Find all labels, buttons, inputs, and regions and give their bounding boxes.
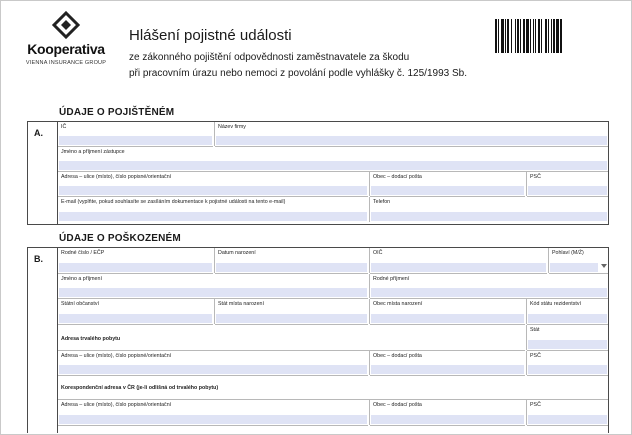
psc-field-a[interactable]: PSČ [527,172,608,197]
municipality-field-b[interactable]: Obec – dodací pošta [370,351,525,376]
company-name-field[interactable]: Název firmy [215,122,608,147]
representative-field[interactable]: Jméno a příjmení zástupce [58,147,608,172]
address-field-b[interactable]: Adresa – ulice (místo), číslo popisné/orientační [58,351,368,376]
municipality-field-c[interactable]: Obec – dodací pošta [370,400,525,426]
name-field[interactable]: Jméno a příjmení [58,274,368,299]
barcode [495,19,605,53]
birth-date-field[interactable]: Datum narození [215,248,368,274]
form-subtitle-line1: ze zákonného pojištění odpovědnosti zaměstnavatele za škodu [129,52,410,63]
birth-place-field[interactable]: Obec místa narození [370,299,525,325]
dropdown-arrow-icon[interactable] [601,264,607,268]
email-field[interactable]: E-mail (vyplňte, pokud souhlasíte se zasíláním dokumentace k pojistné události na tento e-mail) [58,197,368,222]
form-subtitle-line2: při pracovním úrazu nebo nemoci z povolání podle vyhlášky č. 125/1993 Sb. [129,68,467,79]
section-b-letter: B. [34,254,43,264]
section-a-title: ÚDAJE O POJIŠTĚNÉM [59,107,175,118]
psc-field-c[interactable]: PSČ [527,400,608,426]
address-field-a[interactable]: Adresa – ulice (místo), číslo popisné/orientační [58,172,368,197]
municipality-field-a[interactable]: Obec – dodací pošta [370,172,525,197]
section-a-box [27,121,609,225]
section-b-box [27,247,609,433]
state-field[interactable]: Stát [527,325,608,351]
form-title: Hlášení pojistné události [129,27,292,44]
birth-state-field[interactable]: Stát místa narození [215,299,368,325]
section-a-letter: A. [34,128,43,138]
correspondence-heading: Korespondenční adresa v ČR (je-li odlišná od trvalého pobytu) [58,376,608,400]
birth-surname-field[interactable]: Rodné příjmení [370,274,608,299]
section-b-title: ÚDAJE O POŠKOZENÉM [59,233,181,244]
oic-field[interactable]: OIČ [370,248,547,274]
logo-mark-icon [51,11,81,39]
logo-brand-text: Kooperativa [27,41,105,57]
phone-field[interactable]: Telefon [370,197,608,222]
kooperativa-logo [21,11,111,71]
citizenship-field[interactable]: Státní občanství [58,299,213,325]
birth-number-field[interactable]: Rodné číslo / EČP [58,248,213,274]
permanent-address-heading: Adresa trvalého pobytu [58,325,525,351]
address-field-c[interactable]: Adresa – ulice (místo), číslo popisné/orientační [58,400,368,426]
psc-field-b[interactable]: PSČ [527,351,608,376]
ic-field[interactable]: IČ [58,122,213,147]
gender-select[interactable]: Pohlaví (M/Ž) [549,248,608,274]
logo-group-text: VIENNA INSURANCE GROUP [25,60,107,66]
residence-state-code-field[interactable]: Kód státu rezidentství [527,299,608,325]
